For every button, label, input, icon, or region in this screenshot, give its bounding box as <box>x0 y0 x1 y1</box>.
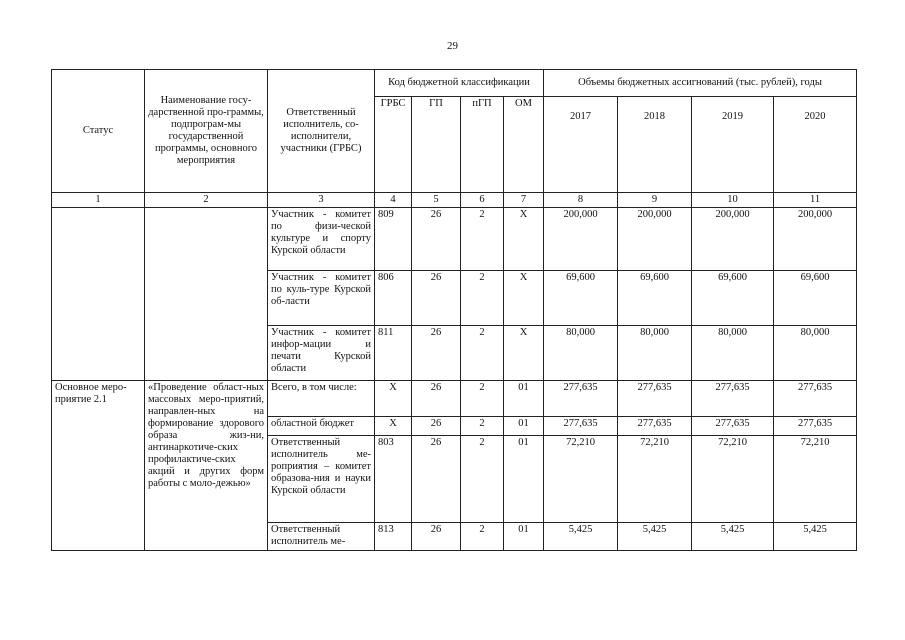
column-number: 9 <box>618 193 692 208</box>
column-number: 2 <box>145 193 268 208</box>
value-2017: 200,000 <box>544 208 618 271</box>
gp-cell: 26 <box>412 381 461 417</box>
column-number: 4 <box>375 193 412 208</box>
grbs-cell: Х <box>375 417 412 436</box>
grbs-cell: 813 <box>375 523 412 551</box>
column-number: 8 <box>544 193 618 208</box>
column-number: 1 <box>52 193 145 208</box>
value-2019: 72,210 <box>692 436 774 523</box>
om-cell: 01 <box>504 436 544 523</box>
header-pgp: пГП <box>461 97 504 193</box>
value-2019: 69,600 <box>692 271 774 326</box>
value-2018: 69,600 <box>618 271 692 326</box>
column-number: 10 <box>692 193 774 208</box>
executor-cell: Ответственный исполнитель ме-роприятия – комитет образова-ния и науки Курской области <box>268 436 375 523</box>
value-2019: 200,000 <box>692 208 774 271</box>
executor-cell: Ответственный исполнитель ме- <box>268 523 375 551</box>
column-number: 5 <box>412 193 461 208</box>
header-year-2018: 2018 <box>618 97 692 193</box>
header-volume-group: Объемы бюджетных ассигнований (тыс. рублей), годы <box>544 70 857 97</box>
value-2017: 69,600 <box>544 271 618 326</box>
pgp-cell: 2 <box>461 417 504 436</box>
column-number: 11 <box>774 193 857 208</box>
value-2020: 80,000 <box>774 326 857 381</box>
value-2019: 277,635 <box>692 381 774 417</box>
value-2018: 80,000 <box>618 326 692 381</box>
om-cell: Х <box>504 326 544 381</box>
table-row <box>52 381 857 417</box>
executor-cell: Участник - комитет инфор-мации и печати Курской области <box>268 326 375 381</box>
executor-cell: Участник - комитет по куль-туре Курской об-ласти <box>268 271 375 326</box>
grbs-cell: Х <box>375 381 412 417</box>
status-cell-empty <box>52 208 145 381</box>
pgp-cell: 2 <box>461 436 504 523</box>
value-2019: 277,635 <box>692 417 774 436</box>
om-cell: Х <box>504 208 544 271</box>
gp-cell: 26 <box>412 326 461 381</box>
value-2018: 200,000 <box>618 208 692 271</box>
column-number: 7 <box>504 193 544 208</box>
header-year-2020: 2020 <box>774 97 857 193</box>
value-2020: 5,425 <box>774 523 857 551</box>
measure-name-cell: «Проведение област-ных массовых меро-приятий, направлен-ных на формирование здорового образа жиз-ни, антинаркотиче-ских профилактиче-ских акций и других форм работы с моло-дежью» <box>145 381 268 551</box>
gp-cell: 26 <box>412 271 461 326</box>
value-2020: 69,600 <box>774 271 857 326</box>
value-2020: 200,000 <box>774 208 857 271</box>
header-year-2019: 2019 <box>692 97 774 193</box>
om-cell: Х <box>504 271 544 326</box>
header-status: Статус <box>52 70 145 193</box>
pgp-cell: 2 <box>461 208 504 271</box>
value-2020: 277,635 <box>774 417 857 436</box>
value-2018: 5,425 <box>618 523 692 551</box>
header-executor: Ответственный исполнитель, со-исполнители, участники (ГРБС) <box>268 70 375 193</box>
value-2018: 72,210 <box>618 436 692 523</box>
om-cell: 01 <box>504 523 544 551</box>
value-2019: 80,000 <box>692 326 774 381</box>
value-2020: 72,210 <box>774 436 857 523</box>
executor-cell: Участник - комитет по физи-ческой культуре и спорту Курской области <box>268 208 375 271</box>
header-om: ОМ <box>504 97 544 193</box>
value-2017: 5,425 <box>544 523 618 551</box>
table-row <box>52 208 857 271</box>
value-2017: 277,635 <box>544 417 618 436</box>
om-cell: 01 <box>504 381 544 417</box>
executor-cell: областной бюджет <box>268 417 375 436</box>
value-2017: 72,210 <box>544 436 618 523</box>
column-number: 3 <box>268 193 375 208</box>
pgp-cell: 2 <box>461 271 504 326</box>
value-2020: 277,635 <box>774 381 857 417</box>
name-cell-empty <box>145 208 268 381</box>
header-gp: ГП <box>412 97 461 193</box>
page-number: 29 <box>447 40 458 52</box>
gp-cell: 26 <box>412 417 461 436</box>
pgp-cell: 2 <box>461 326 504 381</box>
pgp-cell: 2 <box>461 381 504 417</box>
value-2017: 277,635 <box>544 381 618 417</box>
gp-cell: 26 <box>412 208 461 271</box>
value-2018: 277,635 <box>618 417 692 436</box>
header-name: Наименование госу-дарственной про-граммы, подпрограм-мы государственной программы, основного мероприятия <box>145 70 268 193</box>
value-2018: 277,635 <box>618 381 692 417</box>
gp-cell: 26 <box>412 436 461 523</box>
value-2019: 5,425 <box>692 523 774 551</box>
gp-cell: 26 <box>412 523 461 551</box>
header-year-2017: 2017 <box>544 97 618 193</box>
grbs-cell: 806 <box>375 271 412 326</box>
header-grbs: ГРБС <box>375 97 412 193</box>
value-2017: 80,000 <box>544 326 618 381</box>
executor-cell: Всего, в том числе: <box>268 381 375 417</box>
om-cell: 01 <box>504 417 544 436</box>
header-code-group: Код бюджетной классификации <box>375 70 544 97</box>
grbs-cell: 811 <box>375 326 412 381</box>
grbs-cell: 803 <box>375 436 412 523</box>
pgp-cell: 2 <box>461 523 504 551</box>
grbs-cell: 809 <box>375 208 412 271</box>
column-number: 6 <box>461 193 504 208</box>
measure-status-cell: Основное меро-приятие 2.1 <box>52 381 145 551</box>
budget-table <box>51 69 857 551</box>
